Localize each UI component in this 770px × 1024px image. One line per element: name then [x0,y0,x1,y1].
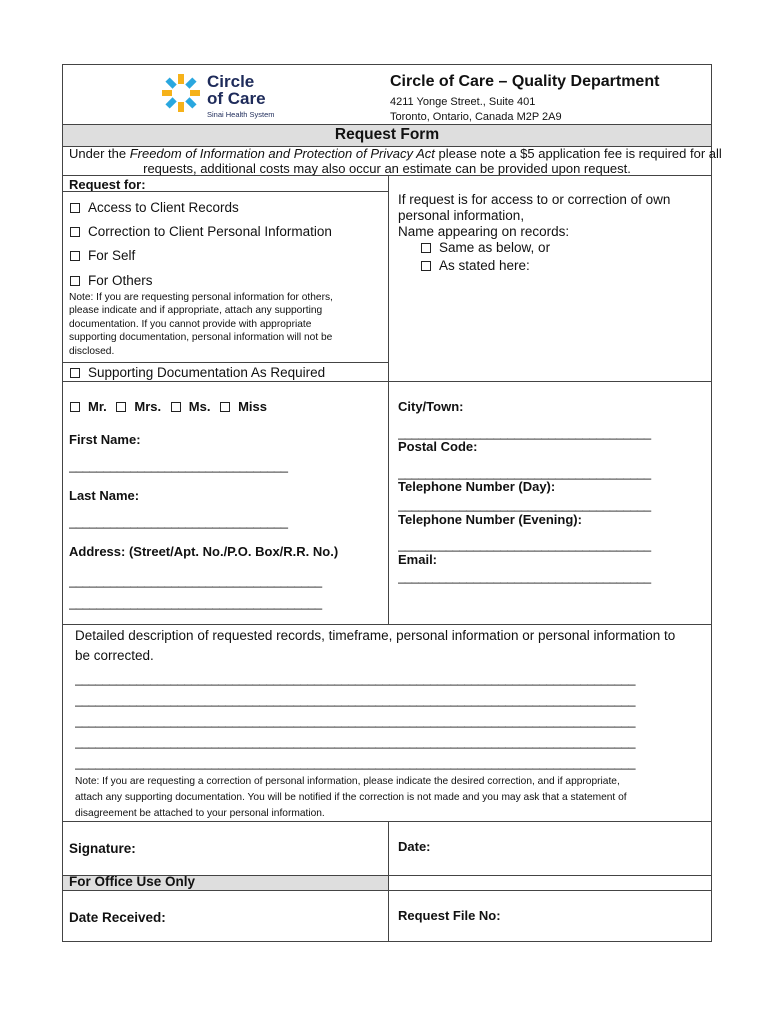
email-label: Email: [398,552,438,567]
checkbox-miss[interactable] [220,402,230,412]
date-received-label: Date Received: [69,910,166,925]
first-name-label: First Name: [69,432,141,447]
address-line-2[interactable]: _____________________________________ [69,595,322,610]
request-for-label: Request for: [69,177,146,192]
email-line[interactable]: _____________________________________ [398,569,651,584]
salutation-row: Mr. Mrs. Ms. Miss [70,399,267,414]
option-for-others[interactable]: For Others [70,273,153,288]
intro-line-2: requests, additional costs may also occur an estimate can be provided upon request. [143,161,631,176]
last-name-line[interactable]: ________________________________ [69,514,288,529]
correction-note: Note: If you are requesting a correction of personal information, please indicate the desired correction, and if appropriate, attach any supporting documentation. You will be notified if the correction is not made and you may ask that a statement of disagreement be attached to your personal information. [75,776,627,819]
office-use-title: For Office Use Only [69,874,196,889]
checkbox-stated-here[interactable] [421,261,431,271]
act-name: Freedom of Information and Protection of Privacy Act [129,146,435,161]
logo-mark-icon [159,71,203,115]
own-info-line-3: Name appearing on records: [398,224,570,239]
own-info-stated-here[interactable]: As stated here: [421,258,530,273]
checkbox-mrs[interactable] [116,402,126,412]
option-access-records[interactable]: Access to Client Records [70,200,239,215]
description-line-a[interactable]: __________________________________________________________________________________ [75,671,636,686]
intro-line-1: Under the Freedom of Information and Protection of Privacy Act please note a $5 application fee is required for all [69,146,722,161]
city-line[interactable]: _____________________________________ [398,425,651,440]
description-line-1: Detailed description of requested records, timeframe, personal information or personal information to [75,628,676,643]
tel-day-line[interactable]: _____________________________________ [398,497,651,512]
checkbox-for-others[interactable] [70,276,80,286]
description-line-b[interactable]: __________________________________________________________________________________ [75,692,636,707]
postal-code-label: Postal Code: [398,439,478,454]
checkbox-for-self[interactable] [70,251,80,261]
own-info-line-2: personal information, [398,208,525,223]
description-line-e[interactable]: __________________________________________________________________________________ [75,755,636,770]
tel-evening-line[interactable]: _____________________________________ [398,537,651,552]
first-name-line[interactable]: ________________________________ [69,458,288,473]
request-file-no-label: Request File No: [398,908,501,923]
checkbox-correction-info[interactable] [70,227,80,237]
city-label: City/Town: [398,399,464,414]
description-line-d[interactable]: __________________________________________________________________________________ [75,734,636,749]
org-address-2: Toronto, Ontario, Canada M2P 2A9 [390,111,562,123]
checkbox-mr[interactable] [70,402,80,412]
address-label: Address: (Street/Apt. No./P.O. Box/R.R. No.) [69,544,339,559]
logo-line1: Circle [207,72,255,91]
address-line-1[interactable]: _____________________________________ [69,573,322,588]
checkbox-ms[interactable] [171,402,181,412]
org-address-1: 4211 Yonge Street., Suite 401 [390,96,536,108]
checkbox-same-below[interactable] [421,243,431,253]
signature-label: Signature: [69,841,136,856]
checkbox-access-records[interactable] [70,203,80,213]
others-note: Note: If you are requesting personal information for others, please indicate and if appropriate, attach any supporting documentation. If you cannot provide with appropriate supporting documentation, personal information will not be disclosed. [69,292,333,357]
own-info-line-1: If request is for access to or correction of own [398,192,671,207]
checkbox-supporting-docs[interactable] [70,368,80,378]
org-title: Circle of Care – Quality Department [390,73,660,90]
own-info-same-below[interactable]: Same as below, or [421,240,550,255]
logo [159,69,299,123]
signature-date-label: Date: [398,839,431,854]
description-line-2: be corrected. [75,648,154,663]
postal-code-line[interactable]: _____________________________________ [398,465,651,480]
request-form [62,64,722,942]
option-supporting-docs[interactable]: Supporting Documentation As Required [70,365,325,380]
description-line-c[interactable]: __________________________________________________________________________________ [75,713,636,728]
form-title: Request Form [334,126,440,143]
tel-day-label: Telephone Number (Day): [398,479,556,494]
logo-sub: Sinai Health System [207,110,275,119]
option-correction-info[interactable]: Correction to Client Personal Information [70,224,332,239]
last-name-label: Last Name: [69,488,140,503]
logo-line2: of Care [207,89,266,108]
option-for-self[interactable]: For Self [70,248,135,263]
tel-evening-label: Telephone Number (Evening): [398,512,582,527]
